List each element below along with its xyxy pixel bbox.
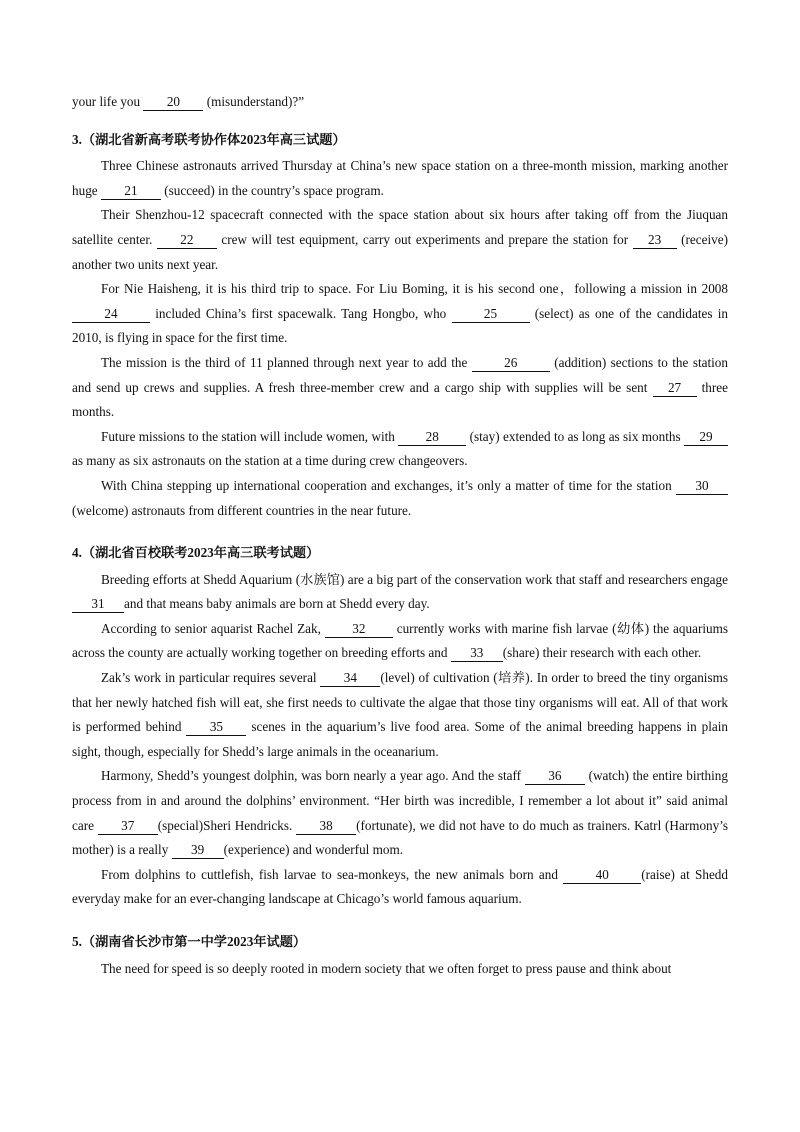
blank-31[interactable]: 31 xyxy=(72,596,124,613)
blank-34[interactable]: 34 xyxy=(320,670,380,687)
blank-38[interactable]: 38 xyxy=(296,818,356,835)
s3-paragraph-3: For Nie Haisheng, it is his third trip to space. For Liu Boming, it is his second one，following a mission in 2008 24 included China’s first spacewalk. Tang Hongbo, who 25 (select) as one of the candidates in 2010, is flying in space for the first time. xyxy=(72,281,728,346)
blank-25[interactable]: 25 xyxy=(452,306,530,323)
blank-30[interactable]: 30 xyxy=(676,478,728,495)
s4-paragraph-1: Breeding efforts at Shedd Aquarium (水族馆) are a big part of the conservation work that staff and researchers engage 31 and that means baby animals are born at Shedd every day. xyxy=(72,568,728,617)
blank-20[interactable]: 20 xyxy=(143,94,203,111)
blank-33[interactable]: 33 xyxy=(451,645,503,662)
section-5-title: 5.（湖南省长沙市第一中学2023年试题） xyxy=(72,934,307,949)
s3-paragraph-4: The mission is the third of 11 planned through next year to add the 26 (addition) sections to the station and send up crews and supplies. A fresh three-member crew and a cargo ship with supplies will be sent 27 three months. xyxy=(72,354,728,420)
blank-40[interactable]: 40 xyxy=(563,867,641,884)
s3-paragraph-6: With China stepping up international cooperation and exchanges, it’s only a matter of time for the station 30 (welcome) astronauts from different countries in the near future. xyxy=(72,474,728,523)
blank-26[interactable]: 26 xyxy=(472,355,550,372)
s4-paragraph-5: From dolphins to cuttlefish, fish larvae to sea-monkeys, the new animals born and 40 (raise) at Shedd everyday make for an ever-changing landscape at Chicago’s world famous aquarium. xyxy=(72,866,728,907)
s4-paragraph-2: According to senior aquarist Rachel Zak, 32 currently works with marine fish larvae (幼体) the aquariums across the county are actually working together on breeding efforts and 33 (share) their research with each other. xyxy=(72,620,728,661)
s4-paragraph-3: Zak’s work in particular requires several 34 (level) of cultivation (培养). In order to breed the tiny organisms that her newly hatched fish will eat, she first needs to cultivate the algae that those tiny organisms will eat. All of that work is performed behind 35 scenes in the aquarium’s live food area. Some of the animal breeding happens in plain sight, though, especially for Shedd’s large animals in the oceanarium. xyxy=(72,670,729,759)
blank-39[interactable]: 39 xyxy=(172,842,224,859)
blank-24[interactable]: 24 xyxy=(72,306,150,323)
s3-paragraph-5: Future missions to the station will include women, with 28 (stay) extended to as long as six months 29 as many as six astronauts on the station at a time during crew changeovers. xyxy=(72,425,728,474)
document-page xyxy=(72,90,728,981)
blank-36[interactable]: 36 xyxy=(525,768,585,785)
section-3-title: 3.（湖北省新高考联考协作体2023年高三试题） xyxy=(72,131,346,147)
blank-21[interactable]: 21 xyxy=(101,183,161,200)
s4-paragraph-4: Harmony, Shedd’s youngest dolphin, was born nearly a year ago. And the staff 36 (watch) the entire birthing process from in and around the dolphins’ environment. “Her birth was incredible, I remember a lot about it” said animal care 37 (special)Sheri Hendricks. 38 (fortunate), we did not have to do much as trainers. Katrl (Harmony’s mother) is a really 39 (experience) and wonderful mom. xyxy=(72,768,729,858)
blank-35[interactable]: 35 xyxy=(186,719,246,736)
intro-line: your life you 20 (misunderstand)?” xyxy=(72,94,305,109)
blank-22[interactable]: 22 xyxy=(157,232,217,249)
blank-37[interactable]: 37 xyxy=(98,818,158,835)
s5-paragraph-1: The need for speed is so deeply rooted in modern society that we often forget to press pause and think about xyxy=(101,960,672,976)
s3-paragraph-1: Three Chinese astronauts arrived Thursday at China’s new space station on a three-month mission, marking another huge 21 (succeed) in the country’s space program. xyxy=(72,158,728,198)
blank-32[interactable]: 32 xyxy=(325,621,393,638)
blank-23[interactable]: 23 xyxy=(633,232,677,249)
blank-28[interactable]: 28 xyxy=(398,429,466,446)
section-4-title: 4.（湖北省百校联考2023年高三联考试题） xyxy=(72,545,320,561)
blank-27[interactable]: 27 xyxy=(653,380,697,397)
s3-paragraph-2: Their Shenzhou-12 spacecraft connected with the space station about six hours after taking off from the Jiuquan satellite center. 22 crew will test equipment, carry out experiments and prepare the station for 23 (receive) another two units next year. xyxy=(72,207,728,272)
blank-29[interactable]: 29 xyxy=(684,429,728,446)
